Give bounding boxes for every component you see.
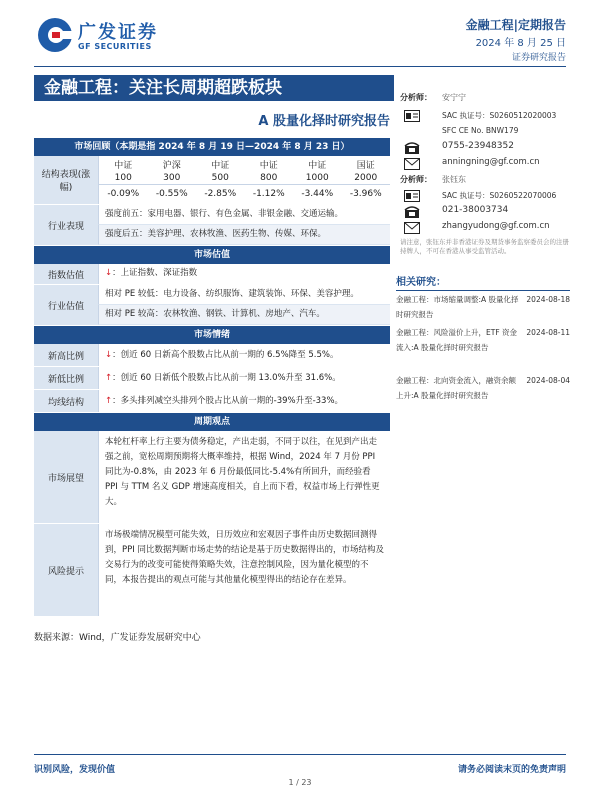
analyst-email: anningning@gf.com.cn xyxy=(442,157,540,167)
new-low-label: 新低比例 xyxy=(34,367,98,389)
risk-label: 风险提示 xyxy=(34,524,98,616)
new-high-row xyxy=(34,344,390,367)
email-icon xyxy=(404,222,420,234)
outlook-label: 市场展望 xyxy=(34,431,98,523)
analyst-role: 分析师： xyxy=(400,175,432,184)
related-item-date: 2024-08-18 xyxy=(526,295,570,304)
report-title: 金融工程：关注长周期超跌板块 xyxy=(34,75,394,101)
page-number: 1 / 23 xyxy=(288,778,312,787)
index-cell: 中证 100 -0.09% xyxy=(99,156,148,204)
industry-valuation-label: 行业估值 xyxy=(34,285,98,325)
report-category: 金融工程|定期报告 xyxy=(465,18,566,32)
risk-text: 市场极端情况模型可能失效，日历效应和宏观因子事件由历史数据回测得到，PPI 同比数据判断市场走势的结论是基于历史数据得出的，市场结构及交易行为的改变可能使得策略失效，注意控制风险，因为量化模型的不同，本报告提出的观点可能与其他量化模型得出的结论存在差异。 xyxy=(98,524,390,616)
valuation-header: 市场估值 xyxy=(34,246,390,264)
phone-icon xyxy=(404,206,420,218)
high-pe-industries: 相对 PE 较高：农林牧渔、钢铁、计算机、房地产、汽车。 xyxy=(98,305,390,325)
new-high-text: ↓：创近 60 日新高个股数占比从前一期的 6.5%降至 5.5%。 xyxy=(98,344,390,366)
phone-icon xyxy=(404,142,420,154)
logo-en-text: GF SECURITIES xyxy=(78,42,152,51)
strong-industries: 强度前五：家用电器、银行、有色金属、非银金融、交通运输。 xyxy=(98,205,390,225)
risk-row xyxy=(34,524,390,617)
down-arrow-icon: ↓ xyxy=(105,268,113,278)
related-item-date: 2024-08-11 xyxy=(526,328,570,337)
market-review-header: 市场回顾（本期是指 2024 年 8 月 19 日—2024 年 8 月 23 日） xyxy=(34,138,390,156)
ma-structure-row xyxy=(34,390,390,413)
summary-table xyxy=(34,138,390,617)
id-card-icon xyxy=(404,190,420,202)
index-change: -3.96% xyxy=(342,184,391,203)
perf-label: 结构表现(涨幅) xyxy=(34,156,98,204)
analyst-role: 分析师： xyxy=(400,93,432,102)
index-valuation-row xyxy=(34,264,390,285)
id-card-icon xyxy=(404,110,420,122)
index-cell: 中证 800 -1.12% xyxy=(245,156,294,204)
analyst-sfc: SFC CE No. BNW179 xyxy=(442,126,519,135)
analyst-email: zhangyudong@gf.com.cn xyxy=(442,221,550,231)
footer-divider xyxy=(34,754,566,755)
related-item[interactable] xyxy=(396,292,570,324)
industry-perf-label: 行业表现 xyxy=(34,205,98,245)
index-cell: 中证 500 -2.85% xyxy=(196,156,245,204)
views-header: 周期观点 xyxy=(34,413,390,431)
related-title: 相关研究： xyxy=(396,273,570,291)
analyst-2 xyxy=(400,174,432,185)
footer-slogan: 识别风险，发现价值 xyxy=(34,765,116,775)
analyst-phone: 0755-23948352 xyxy=(442,141,514,151)
index-change: -0.09% xyxy=(99,184,148,203)
related-item[interactable] xyxy=(396,325,570,371)
report-dept: 证券研究报告 xyxy=(511,53,566,63)
new-low-row xyxy=(34,367,390,390)
new-high-label: 新高比例 xyxy=(34,344,98,366)
related-item-text[interactable]: 金融工程：市场缩量调整:A 股量化择时研究报告 xyxy=(396,295,519,319)
disclaimer-note: 请注意，张钰东并非香港证券及期货事务监察委员会的注册持牌人，不可在香港从事受监管活动。 xyxy=(400,238,569,255)
weak-industries: 强度后五：美容护理、农林牧渔、医药生物、传媒、环保。 xyxy=(98,225,390,245)
logo-cn-text: 广发证券 xyxy=(78,22,158,43)
analyst-name: 张钰东 xyxy=(442,175,466,184)
report-date: 2024 年 8 月 25 日 xyxy=(475,38,566,49)
up-arrow-icon: ↑ xyxy=(105,396,113,406)
report-subtitle: A 股量化择时研究报告 xyxy=(258,114,390,129)
index-cell: 中证 1000 -3.44% xyxy=(293,156,342,204)
analyst-name: 安宁宁 xyxy=(442,93,466,102)
sentiment-header: 市场情绪 xyxy=(34,326,390,344)
data-source: 数据来源：Wind，广发证券发展研究中心 xyxy=(34,633,201,643)
industry-valuation-row xyxy=(34,285,390,326)
related-item[interactable] xyxy=(396,373,570,419)
index-cell: 沪深 300 -0.55% xyxy=(148,156,197,204)
gf-logo xyxy=(38,16,178,56)
analyst-phone: 021-38003734 xyxy=(442,205,509,215)
email-icon xyxy=(404,158,420,170)
down-arrow-icon: ↓ xyxy=(105,350,113,360)
index-change: -3.44% xyxy=(293,184,342,203)
outlook-row xyxy=(34,431,390,524)
analyst-sac: SAC 执证号：S0260512020003 xyxy=(442,111,557,120)
index-cell: 国证 2000 -3.96% xyxy=(342,156,391,204)
related-item-date: 2024-08-04 xyxy=(526,376,570,385)
analyst-sac: SAC 执证号：S0260522070006 xyxy=(442,191,557,200)
ma-structure-text: ↑：多头排列减空头排列个股占比从前一期的-39%升至-33%。 xyxy=(98,390,390,412)
header-divider xyxy=(34,66,566,67)
outlook-text: 本轮杠杆率上行主要为债务稳定，产出走弱，不同于以往，在见到产出走强之前，宽松周期预期将大概率维持，根据 Wind，2024 年 7 月份 PPI 同比为-0.8%，由 2023 年 6 月份最低同比-5.4%有所回升，而经验看 PPI 与 TTM 名义 GDP 增速高度相关，自上而下看，权益市场上行弹性更大。 xyxy=(98,431,390,523)
related-item-text[interactable]: 金融工程：北向资金流入，融资余额上升:A 股量化择时研究报告 xyxy=(396,376,516,400)
index-change: -1.12% xyxy=(245,184,294,203)
analyst-panel xyxy=(400,84,570,264)
index-performance-row xyxy=(34,156,390,205)
new-low-text: ↑：创近 60 日新低个股数占比从前一期 13.0%升至 31.6%。 xyxy=(98,367,390,389)
index-valuation-text: ↓：上证指数、深证指数 xyxy=(98,264,390,284)
related-item-text[interactable]: 金融工程：风险溢价上升，ETF 资金流入:A 股量化择时研究报告 xyxy=(396,328,518,352)
ma-structure-label: 均线结构 xyxy=(34,390,98,412)
gf-logo-icon xyxy=(38,18,72,52)
index-change: -2.85% xyxy=(196,184,245,203)
index-valuation-label: 指数估值 xyxy=(34,264,98,284)
industry-performance-row xyxy=(34,205,390,246)
footer-disclaimer-link[interactable]: 请务必阅读末页的免责声明 xyxy=(457,765,566,775)
analyst-1 xyxy=(400,92,432,103)
low-pe-industries: 相对 PE 较低：电力设备、纺织服饰、建筑装饰、环保、美容护理。 xyxy=(98,285,390,305)
index-grid xyxy=(98,156,390,204)
up-arrow-icon: ↑ xyxy=(105,373,113,383)
index-change: -0.55% xyxy=(148,184,197,203)
